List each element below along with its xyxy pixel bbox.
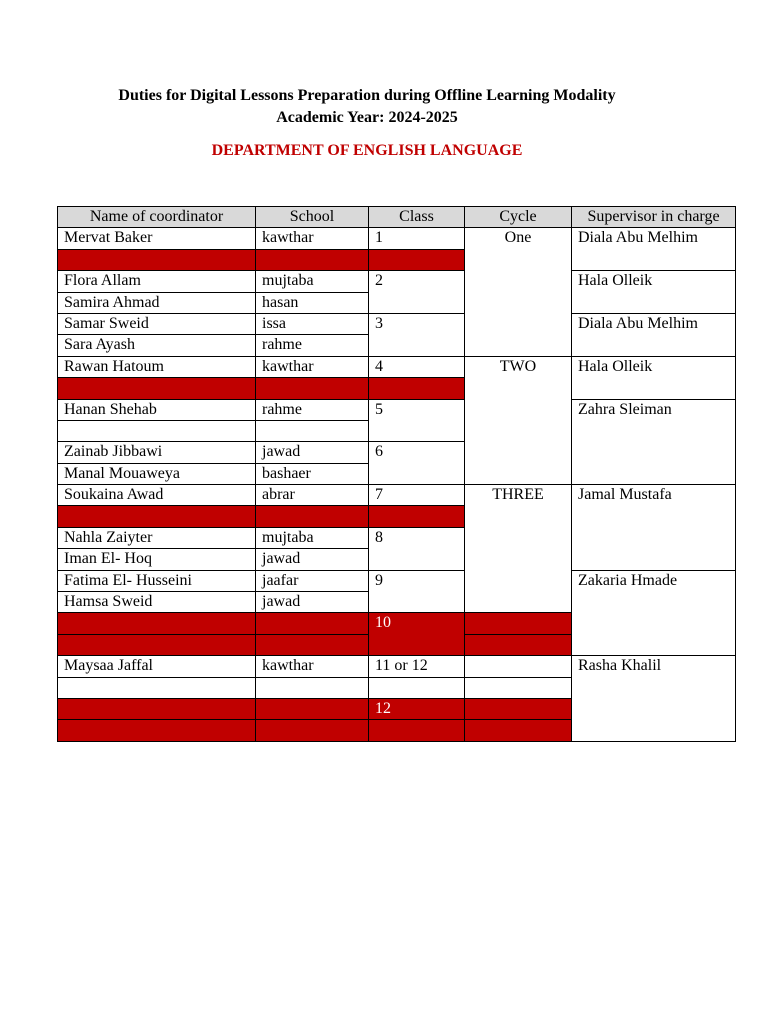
school-cell: hasan bbox=[256, 292, 369, 313]
supervisor-cell: Zakaria Hmade bbox=[572, 570, 736, 656]
cycle-cell bbox=[465, 677, 572, 698]
coordinator-name: Sara Ayash bbox=[58, 335, 256, 356]
header-school: School bbox=[256, 207, 369, 228]
document-title: Duties for Digital Lessons Preparation during Offline Learning Modality bbox=[118, 87, 616, 104]
table-row bbox=[58, 399, 736, 420]
school-cell bbox=[256, 249, 369, 270]
class-cell: 6 bbox=[369, 442, 465, 485]
header-cycle: Cycle bbox=[465, 207, 572, 228]
supervisor-cell: Hala Olleik bbox=[572, 271, 736, 314]
table-row bbox=[58, 271, 736, 292]
school-cell bbox=[256, 378, 369, 399]
table-row bbox=[58, 485, 736, 506]
header-name: Name of coordinator bbox=[58, 207, 256, 228]
class-cell bbox=[369, 720, 465, 741]
class-cell: 3 bbox=[369, 313, 465, 356]
class-cell bbox=[369, 506, 465, 527]
coordinator-name bbox=[58, 720, 256, 741]
school-cell: rahme bbox=[256, 335, 369, 356]
school-cell bbox=[256, 634, 369, 655]
school-cell: jawad bbox=[256, 442, 369, 463]
table-row bbox=[58, 228, 736, 249]
coordinator-name: Mervat Baker bbox=[58, 228, 256, 249]
coordinator-name bbox=[58, 249, 256, 270]
school-cell: kawthar bbox=[256, 356, 369, 377]
class-cell: 5 bbox=[369, 399, 465, 442]
coordinator-name: Soukaina Awad bbox=[58, 485, 256, 506]
class-cell bbox=[369, 378, 465, 399]
class-cell: 7 bbox=[369, 485, 465, 506]
coordinator-name bbox=[58, 634, 256, 655]
coordinator-name: Zainab Jibbawi bbox=[58, 442, 256, 463]
class-cell: 12 bbox=[369, 698, 465, 719]
coordinator-name bbox=[58, 613, 256, 634]
coordinator-name: Rawan Hatoum bbox=[58, 356, 256, 377]
school-cell: rahme bbox=[256, 399, 369, 420]
class-cell: 1 bbox=[369, 228, 465, 249]
coordinator-name: Samar Sweid bbox=[58, 313, 256, 334]
class-cell: 2 bbox=[369, 271, 465, 314]
class-cell: 8 bbox=[369, 527, 465, 570]
duties-table bbox=[57, 206, 736, 742]
coordinator-name: Samira Ahmad bbox=[58, 292, 256, 313]
coordinator-name bbox=[58, 506, 256, 527]
school-cell: mujtaba bbox=[256, 271, 369, 292]
supervisor-cell: Jamal Mustafa bbox=[572, 485, 736, 571]
coordinator-name: Fatima El- Husseini bbox=[58, 570, 256, 591]
class-cell: 10 bbox=[369, 613, 465, 656]
supervisor-cell: Diala Abu Melhim bbox=[572, 313, 736, 356]
cycle-cell bbox=[465, 720, 572, 741]
school-cell: abrar bbox=[256, 485, 369, 506]
school-cell: jawad bbox=[256, 549, 369, 570]
school-cell bbox=[256, 613, 369, 634]
supervisor-cell: Zahra Sleiman bbox=[572, 399, 736, 485]
school-cell: jawad bbox=[256, 592, 369, 613]
school-cell bbox=[256, 677, 369, 698]
cycle-cell: TWO bbox=[465, 356, 572, 484]
cycle-cell: THREE bbox=[465, 485, 572, 613]
class-cell bbox=[369, 677, 465, 698]
header-class: Class bbox=[369, 207, 465, 228]
school-cell: issa bbox=[256, 313, 369, 334]
school-cell bbox=[256, 420, 369, 441]
coordinator-name: Hanan Shehab bbox=[58, 399, 256, 420]
cycle-cell bbox=[465, 613, 572, 634]
coordinator-name: Manal Mouaweya bbox=[58, 463, 256, 484]
table-row bbox=[58, 656, 736, 677]
coordinator-name: Maysaa Jaffal bbox=[58, 656, 256, 677]
coordinator-name: Iman El- Hoq bbox=[58, 549, 256, 570]
school-cell: kawthar bbox=[256, 656, 369, 677]
supervisor-cell: Diala Abu Melhim bbox=[572, 228, 736, 271]
class-cell: 9 bbox=[369, 570, 465, 613]
table-row bbox=[58, 356, 736, 377]
table-row bbox=[58, 570, 736, 591]
academic-year: Academic Year: 2024-2025 bbox=[276, 109, 458, 126]
coordinator-name: Hamsa Sweid bbox=[58, 592, 256, 613]
table-row bbox=[58, 313, 736, 334]
coordinator-name: Nahla Zaiyter bbox=[58, 527, 256, 548]
coordinator-name bbox=[58, 677, 256, 698]
school-cell: kawthar bbox=[256, 228, 369, 249]
supervisor-cell: Hala Olleik bbox=[572, 356, 736, 399]
coordinator-name: Flora Allam bbox=[58, 271, 256, 292]
class-cell: 11 or 12 bbox=[369, 656, 465, 677]
supervisor-cell: Rasha Khalil bbox=[572, 656, 736, 742]
school-cell bbox=[256, 720, 369, 741]
department-title: DEPARTMENT OF ENGLISH LANGUAGE bbox=[211, 142, 523, 159]
cycle-cell bbox=[465, 634, 572, 655]
school-cell bbox=[256, 698, 369, 719]
class-cell bbox=[369, 249, 465, 270]
cycle-cell bbox=[465, 656, 572, 677]
class-cell: 4 bbox=[369, 356, 465, 377]
cycle-cell bbox=[465, 698, 572, 719]
table-header-row bbox=[58, 207, 736, 228]
coordinator-name bbox=[58, 378, 256, 399]
coordinator-name bbox=[58, 698, 256, 719]
school-cell bbox=[256, 506, 369, 527]
school-cell: mujtaba bbox=[256, 527, 369, 548]
school-cell: bashaer bbox=[256, 463, 369, 484]
school-cell: jaafar bbox=[256, 570, 369, 591]
header-supervisor: Supervisor in charge bbox=[572, 207, 736, 228]
cycle-cell: One bbox=[465, 228, 572, 356]
coordinator-name bbox=[58, 420, 256, 441]
